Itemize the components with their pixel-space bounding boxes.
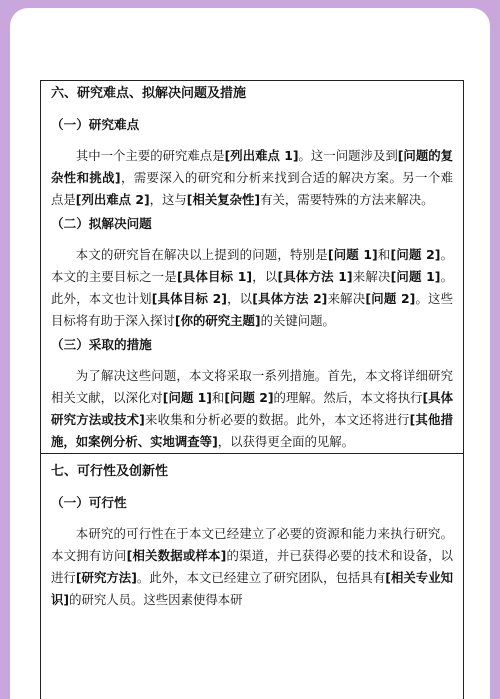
subsection-difficulties-heading: （一）研究难点 (51, 117, 140, 132)
subsection-problems-heading: （二）拟解决问题 (51, 216, 152, 231)
paragraph-difficulties: 其中一个主要的研究难点是[列出难点 1]。这一问题涉及到[问题的复杂性和挑战]，需要深入的研究和分析来找到合适的解决方案。另一个难点是[列出难点 2]，这与[相关复杂性]有关，需要特殊的方法来解决。 (51, 148, 454, 207)
paragraph-problems: 本文的研究旨在解决以上提到的问题，特别是[问题 1]和[问题 2]。本文的主要目标之一是[具体目标 1]，以[具体方法 1]来解决[问题 1]。此外，本文也计划[具体目标 2]，以[具体方法 2]来解决[问题 2]。这些目标将有助于深入探讨[你的研究主题]的关键问题。 (51, 247, 454, 328)
subsection-feasibility-heading: （一）可行性 (51, 495, 127, 510)
paragraph-measures: 为了解决这些问题，本文将采取一系列措施。首先，本文将详细研究相关文献，以深化对[问题 1]和[问题 2]的理解。然后，本文将执行[具体研究方法或技术]来收集和分析必要的数据。此外，本文还将进行[其他措施，如案例分析、实地调查等]，以获得更全面的见解。 (51, 368, 454, 449)
subsection-measures-heading: （三）采取的措施 (51, 337, 152, 352)
document-table (40, 80, 464, 699)
paragraph-feasibility: 本研究的可行性在于本文已经建立了必要的资源和能力来执行研究。本文拥有访问[相关数据或样本]的渠道，并已获得必要的技术和设备，以进行[研究方法]。此外，本文已经建立了研究团队，包括具有[相关专业知识]的研究人员。这些因素使得本研 (51, 526, 454, 607)
section-6-heading: 六、研究难点、拟解决问题及措施 (51, 86, 247, 101)
section-7-heading: 七、可行性及创新性 (51, 464, 169, 479)
